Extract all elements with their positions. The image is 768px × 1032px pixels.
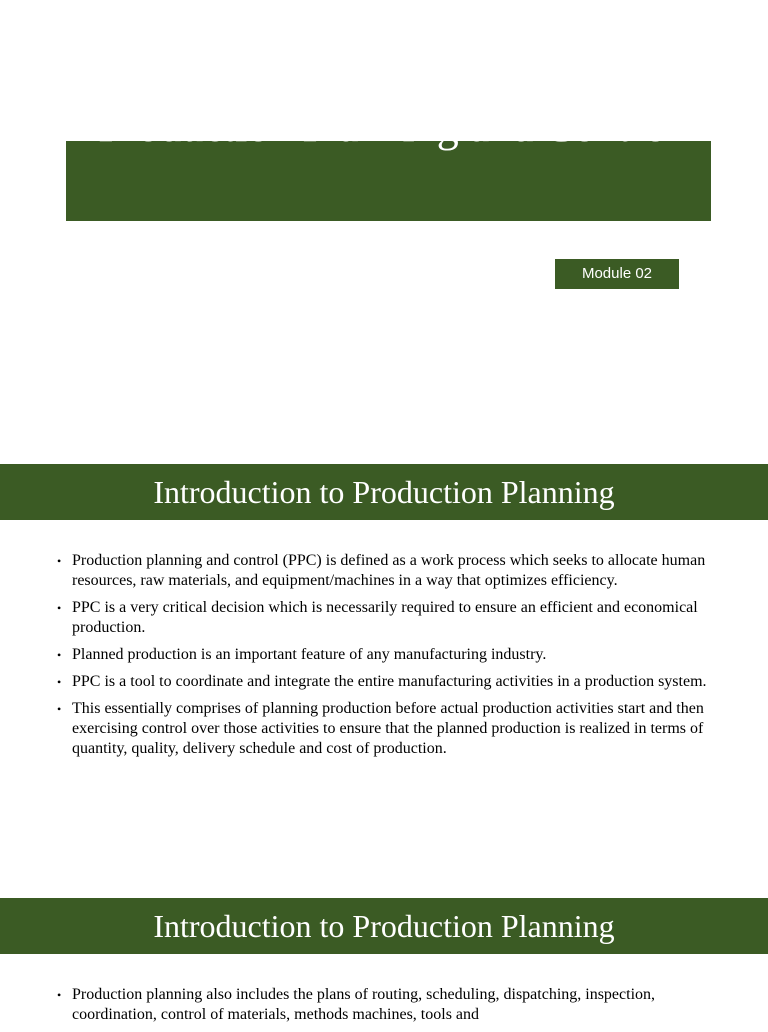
bullet-icon: • xyxy=(57,675,62,689)
bullet-icon: • xyxy=(57,554,62,568)
section-heading-2: Introduction to Production Planning xyxy=(0,898,768,954)
bullet-text: PPC is a tool to coordinate and integrate the entire manufacturing activities in a production system. xyxy=(72,673,707,690)
list-item xyxy=(57,598,717,638)
title-banner xyxy=(66,102,711,221)
bullet-icon: • xyxy=(57,601,62,615)
bullet-text: Production planning and control (PPC) is defined as a work process which seeks to allocate human resources, raw materials, and equipment/machines in a way that optimizes efficiency. xyxy=(72,552,706,589)
list-item xyxy=(57,672,717,692)
list-item xyxy=(57,699,717,759)
bullet-text: Production planning also includes the plans of routing, scheduling, dispatching, inspection, coordination, control of materials, methods machines, tools and xyxy=(72,986,656,1023)
list-item xyxy=(57,985,717,1025)
list-item xyxy=(57,645,717,665)
bullet-icon: • xyxy=(57,702,62,716)
section-heading-1: Introduction to Production Planning xyxy=(0,464,768,520)
bullet-icon: • xyxy=(57,988,62,1002)
title-slide xyxy=(0,0,768,432)
bullet-list-1 xyxy=(57,551,717,766)
list-item xyxy=(57,551,717,591)
bullet-text: PPC is a very critical decision which is necessarily required to ensure an efficient and economical production. xyxy=(72,599,698,636)
bullet-text: Planned production is an important feature of any manufacturing industry. xyxy=(72,646,547,663)
slide-title: Production Planning and Control xyxy=(98,102,679,151)
bullet-icon: • xyxy=(57,648,62,662)
bullet-text: This essentially comprises of planning production before actual production activities start and then exercising control over those activities to ensure that the planned production is realized in terms of quantity, quality, delivery schedule and cost of production. xyxy=(72,700,704,757)
bullet-list-2 xyxy=(57,985,717,1032)
module-label: Module 02 xyxy=(555,259,679,289)
